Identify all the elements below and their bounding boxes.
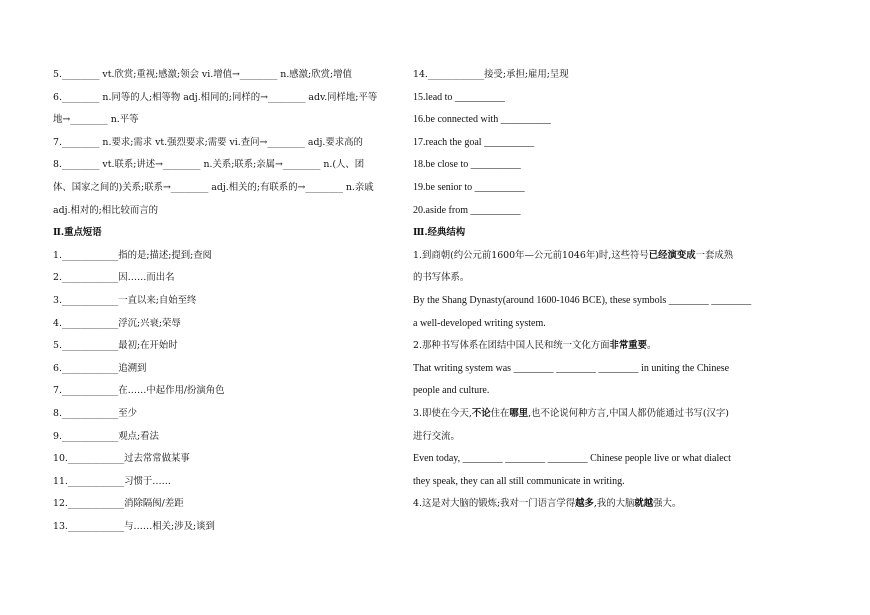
cn-text: 4.这是对大脑的锻炼;我对一门语言学得 xyxy=(413,498,576,510)
cn-text: 1.到商朝(约公元前1600年—公元前1046年)时,这些符号 xyxy=(413,249,649,261)
phrase-item: 19.be senior to __________ xyxy=(413,181,525,193)
structure-cn-sentence xyxy=(413,245,773,268)
structure-en-continuation: people and culture. xyxy=(413,385,490,397)
phrase-item: 8.____________至少 xyxy=(53,407,137,419)
cn-text: 2.那种书写体系在团结中国人民和统一文化方面 xyxy=(413,340,610,352)
cn-emphasis: 哪里 xyxy=(509,407,529,419)
phrase-item: 10.____________过去常常做某事 xyxy=(53,453,190,465)
phrase-item: 9.____________观点;看法 xyxy=(53,430,159,442)
phrase-item: 4.____________浮沉;兴衰;荣辱 xyxy=(53,317,181,329)
cn-emphasis: 就越 xyxy=(634,498,654,510)
phrase-item: 6.____________追溯到 xyxy=(53,362,147,374)
cn-text: 住在 xyxy=(490,407,510,419)
cn-text: ,我的大脑 xyxy=(593,498,635,510)
phrase-item: 15.lead to __________ xyxy=(413,91,505,103)
cn-text: 强大。 xyxy=(653,498,682,510)
section-heading-classic-structures: Ⅲ.经典结构 xyxy=(413,227,466,239)
phrase-item: 12.____________消除隔阂/差距 xyxy=(53,498,184,510)
structure-en-sentence: By the Shang Dynasty(around 1600-1046 BCE), these symbols ________ ________ xyxy=(413,294,752,306)
phrase-item: 1.____________指的是;描述;提到;查阅 xyxy=(53,249,213,261)
cn-text: 3.即使在今天, xyxy=(413,407,472,419)
vocab-line: 8.________ vt.联系;讲述→________ n.关系;联系;亲属→________ n.(人、团 xyxy=(53,159,365,171)
phrase-item: 7.____________在……中起作用/扮演角色 xyxy=(53,385,225,397)
structure-cn-continuation: 的书写体系。 xyxy=(413,272,470,284)
phrase-item: 5.____________最初;在开始时 xyxy=(53,340,178,352)
vocab-line: 地→________ n.平等 xyxy=(53,114,139,126)
phrase-item: 2.____________因……而出名 xyxy=(53,272,175,284)
structure-cn-continuation: 进行交流。 xyxy=(413,430,460,442)
cn-emphasis: 已经演变成 xyxy=(648,249,696,261)
vocab-line: 7.________ n.要求;需求 vt.强烈要求;需要 vi.查问→________ adj.要求高的 xyxy=(53,136,363,148)
cn-emphasis: 非常重要 xyxy=(609,340,647,352)
phrase-item: 20.aside from __________ xyxy=(413,204,521,216)
structure-cn-sentence xyxy=(413,403,773,426)
structure-cn-sentence xyxy=(413,335,773,358)
left-column xyxy=(53,64,408,538)
structure-en-continuation: they speak, they can all still communicate in writing. xyxy=(413,475,625,487)
right-column xyxy=(413,64,773,516)
phrase-item: 3.____________一直以来;自始至终 xyxy=(53,294,197,306)
structure-en-continuation: a well-developed writing system. xyxy=(413,317,546,329)
phrase-item: 18.be close to __________ xyxy=(413,159,521,171)
phrase-item: 14.____________接受;承担;雇用;呈现 xyxy=(413,69,569,80)
vocab-line: 6.________ n.同等的人;相等物 adj.相同的;同样的→________ adv.同样地;平等 xyxy=(53,91,378,103)
structure-en-sentence: Even today, ________ ________ ________ Chinese people live or what dialect xyxy=(413,453,731,465)
structure-cn-sentence xyxy=(413,493,773,516)
phrase-item: 13.____________与……相关;涉及;谈到 xyxy=(53,520,215,532)
cn-emphasis: 不论 xyxy=(471,407,491,419)
cn-text: 。 xyxy=(646,340,657,352)
vocab-line: 体、国家之间的)关系;联系→________ adj.相关的;有联系的→________ n.亲戚 xyxy=(53,181,374,193)
phrase-item: 11.____________习惯于…… xyxy=(53,475,172,487)
structure-en-sentence: That writing system was ________ ________ ________ in uniting the Chinese xyxy=(413,362,730,374)
cn-text: 一套成熟 xyxy=(695,249,734,261)
vocab-line: adj.相对的;相比较而言的 xyxy=(53,204,159,216)
section-heading-key-phrases: Ⅱ.重点短语 xyxy=(53,227,102,239)
cn-text: ,也不论说何种方言,中国人都仍能通过书写(汉字) xyxy=(528,407,729,419)
cn-emphasis: 越多 xyxy=(575,498,594,510)
phrase-item: 17.reach the goal __________ xyxy=(413,136,535,148)
phrase-item: 16.be connected with __________ xyxy=(413,114,551,126)
vocab-line: 5.________ vt.欣赏;重视;感激;领会 vi.增值→________ n.感激;欣赏;增值 xyxy=(53,69,352,80)
